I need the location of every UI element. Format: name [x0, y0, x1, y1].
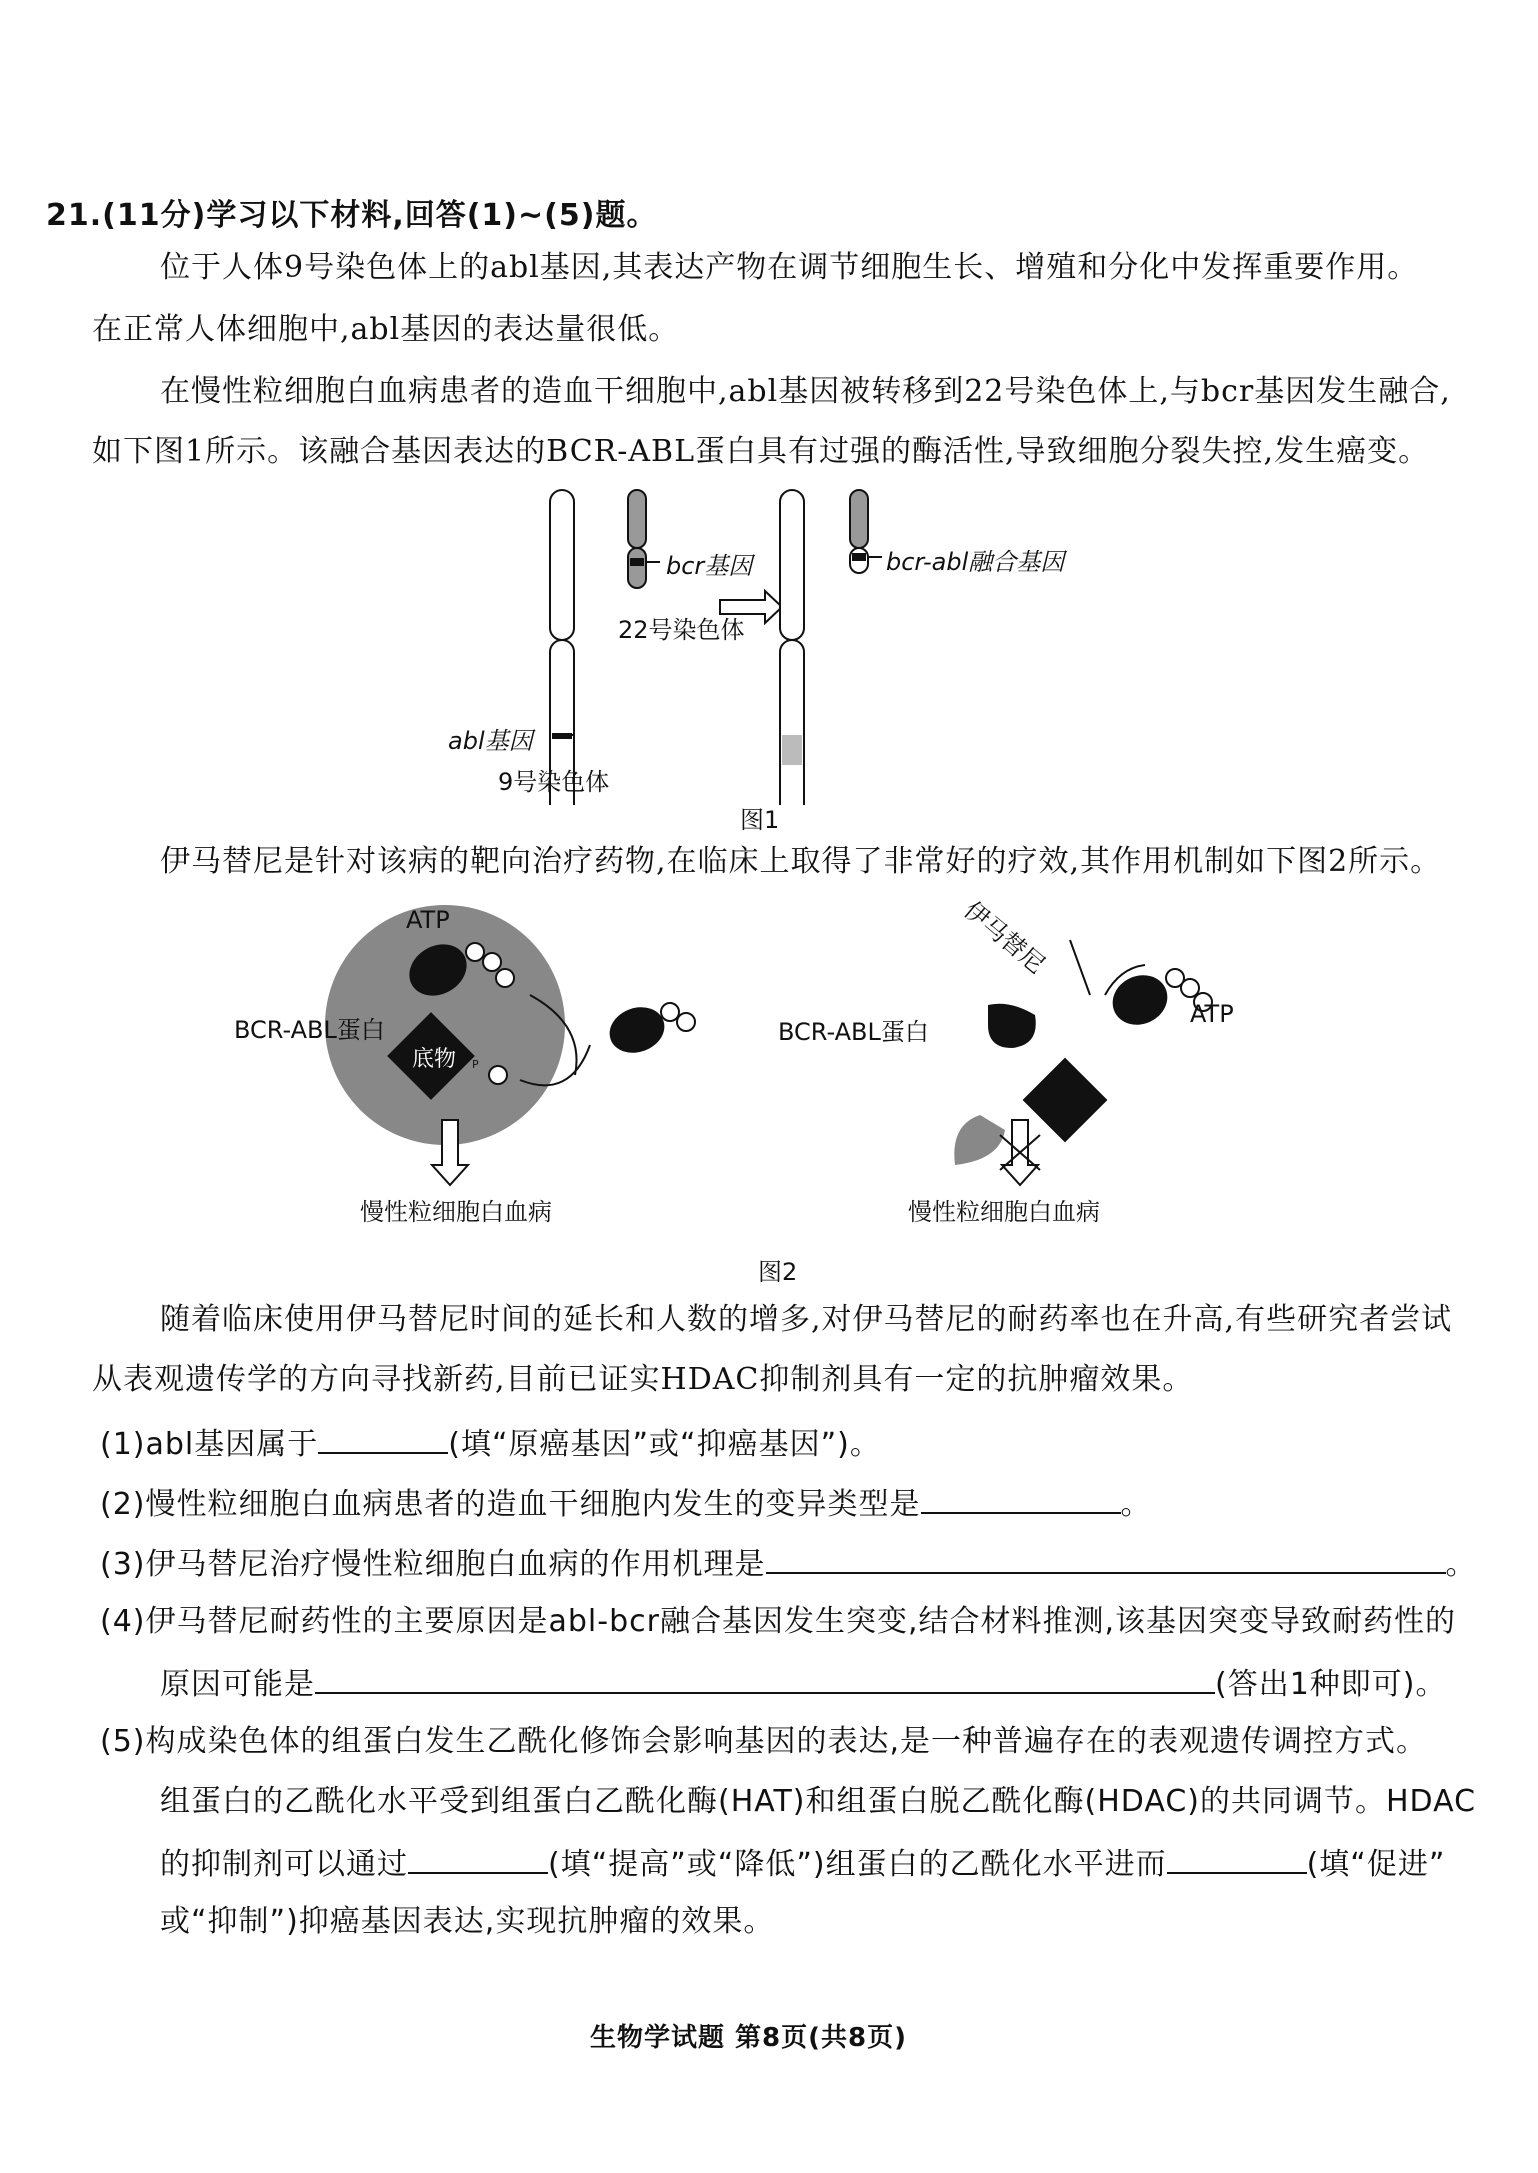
q1-answer-blank[interactable] — [318, 1422, 448, 1454]
label-abl-gene: abl基因 — [448, 727, 533, 755]
label-imatinib: 伊马替尼 — [958, 895, 1051, 979]
question-5-line1: (5)构成染色体的组蛋白发生乙酰化修饰会影响基因的表达,是一种普遍存在的表观遗传调控方式。 — [100, 1724, 1428, 1759]
question-4-line2 — [160, 1662, 1447, 1705]
material-para1-line1: 位于人体9号染色体上的abl基因,其表达产物在调节细胞生长、增殖和分化中发挥重要作用。 — [160, 250, 1419, 285]
q5-answer-blank-1[interactable] — [408, 1842, 548, 1874]
label-disease-right: 慢性粒细胞白血病 — [908, 1198, 1100, 1226]
q5-text-mid: (填“提高”或“降低”)组蛋白的乙酰化水平进而 — [548, 1847, 1167, 1882]
question-4-line1: (4)伊马替尼耐药性的主要原因是abl-bcr融合基因发生突变,结合材料推测,该基因突变导致耐药性的 — [100, 1604, 1457, 1639]
label-p-substrate: P — [472, 1058, 479, 1071]
figure1-diagram — [520, 485, 1080, 805]
q2-text-post: 。 — [1120, 1487, 1152, 1522]
chromosome-22-fusion — [850, 490, 882, 573]
q4-text-pre: 原因可能是 — [160, 1667, 315, 1702]
figure2-caption: 图2 — [758, 1258, 798, 1286]
q3-text-post: 。 — [1445, 1547, 1477, 1582]
question-header: 21.(11分)学习以下材料,回答(1)~(5)题。 — [46, 198, 658, 233]
label-substrate-right: 底物 — [982, 1065, 1027, 1090]
label-chromosome-22: 22号染色体 — [618, 616, 745, 644]
q5-text-post: (填“促进” — [1306, 1847, 1446, 1882]
q5-answer-blank-2[interactable] — [1167, 1842, 1307, 1874]
label-disease-left: 慢性粒细胞白血病 — [360, 1198, 552, 1226]
material-para2-line1: 在慢性粒细胞白血病患者的造血干细胞中,abl基因被转移到22号染色体上,与bcr基因发生融合, — [160, 374, 1451, 409]
label-bcr-abl-fusion-gene: bcr-abl融合基因 — [886, 548, 1065, 576]
question-1 — [100, 1422, 881, 1465]
imatinib-shape — [988, 1004, 1036, 1048]
atp-molecule-right — [1104, 966, 1175, 1033]
q1-text-post: (填“原癌基因”或“抑癌基因”)。 — [448, 1427, 881, 1462]
blocked-protein-fragment — [954, 1115, 1005, 1165]
question-5-line2: 组蛋白的乙酰化水平受到组蛋白乙酰化酶(HAT)和组蛋白脱乙酰化酶(HDAC)的共同调节。HDAC — [160, 1784, 1477, 1819]
chromosome-9-translocated — [780, 490, 804, 805]
q2-text-pre: (2)慢性粒细胞白血病患者的造血干细胞内发生的变异类型是 — [100, 1487, 921, 1522]
label-bcr-gene: bcr基因 — [666, 552, 753, 580]
q5-text-pre: 的抑制剂可以通过 — [160, 1847, 408, 1882]
q3-text-pre: (3)伊马替尼治疗慢性粒细胞白血病的作用机理是 — [100, 1547, 766, 1582]
label-atp-right: ATP — [1190, 1000, 1234, 1028]
substrate-shape-right — [1023, 1058, 1108, 1143]
chromosome-22 — [628, 490, 660, 588]
material-para1-line2: 在正常人体细胞中,abl基因的表达量很低。 — [92, 312, 680, 347]
label-atp-left: ATP — [406, 906, 450, 934]
material-para4-line1: 随着临床使用伊马替尼时间的延长和人数的增多,对伊马替尼的耐药率也在升高,有些研究者尝试 — [160, 1302, 1453, 1337]
material-para4-line2: 从表观遗传学的方向寻找新药,目前已证实HDAC抑制剂具有一定的抗肿瘤效果。 — [92, 1362, 1194, 1397]
figure1-caption: 图1 — [740, 806, 780, 834]
q4-text-post: (答出1种即可)。 — [1215, 1667, 1447, 1702]
q4-answer-blank[interactable] — [315, 1662, 1215, 1694]
chromosome-9 — [550, 490, 574, 805]
material-para3: 伊马替尼是针对该病的靶向治疗药物,在临床上取得了非常好的疗效,其作用机制如下图2所示。 — [160, 844, 1442, 879]
label-chromosome-9: 9号染色体 — [498, 768, 610, 796]
label-bcr-abl-right: BCR-ABL蛋白 — [778, 1018, 929, 1046]
page-footer: 生物学试题 第8页(共8页) — [590, 2023, 907, 2053]
label-bcr-abl-left: BCR-ABL蛋白 — [234, 1016, 385, 1044]
q2-answer-blank[interactable] — [921, 1482, 1121, 1514]
question-3 — [100, 1542, 1477, 1585]
question-2 — [100, 1482, 1152, 1525]
label-substrate-left: 底物 — [412, 1047, 457, 1072]
q1-text-pre: (1)abl基因属于 — [100, 1427, 319, 1462]
question-5-line3 — [160, 1842, 1445, 1885]
material-para2-line2: 如下图1所示。该融合基因表达的BCR-ABL蛋白具有过强的酶活性,导致细胞分裂失控,发生癌变。 — [92, 434, 1430, 469]
q3-answer-blank[interactable] — [766, 1542, 1446, 1574]
figure2-diagram — [300, 900, 1350, 1230]
question-5-line4: 或“抑制”)抑癌基因表达,实现抗肿瘤的效果。 — [160, 1904, 775, 1939]
